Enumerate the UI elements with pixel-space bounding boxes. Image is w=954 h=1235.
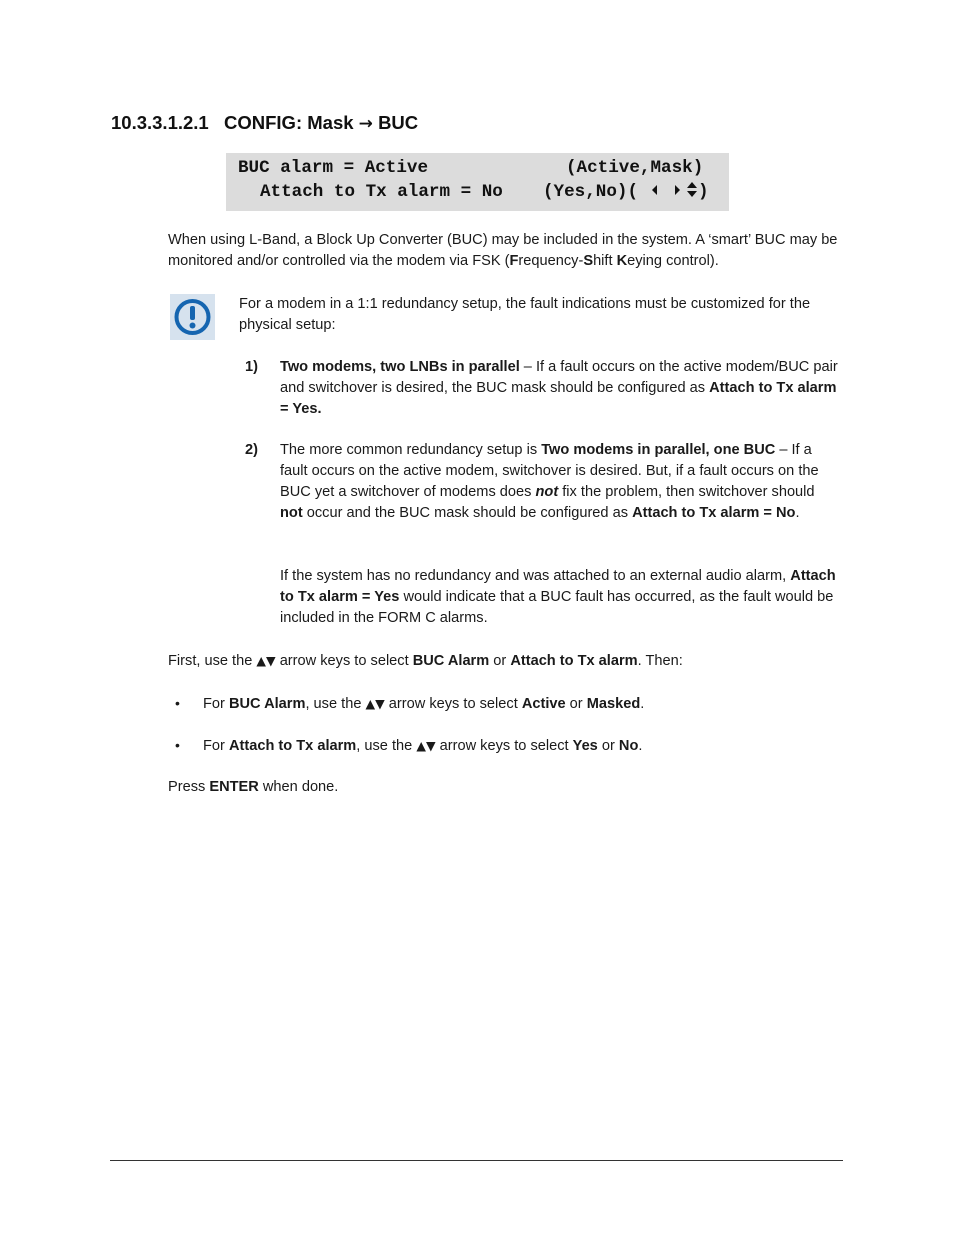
display-line2-right: (Yes,No)( bbox=[543, 182, 639, 202]
section-title-part1: CONFIG: Mask bbox=[224, 112, 354, 133]
right-arrow-icon: → bbox=[358, 114, 373, 134]
intro-paragraph: When using L-Band, a Block Up Converter (BUC) may be included in the system. A ‘smart’ BUC may be monitored and/or controlled via the modem via FSK (Frequency-Shift Keying control). bbox=[168, 232, 838, 269]
item-text-1: Two modems, two LNBs in parallel – If a fault occurs on the active modem/BUC pair and switchover is desired, the BUC mask should be configured as Attach to Tx alarm = Yes. bbox=[280, 359, 838, 417]
section-heading bbox=[111, 112, 418, 134]
item-text-2b: If the system has no redundancy and was attached to an external audio alarm, Attach to Tx alarm = Yes would indicate that a BUC fault has occurred, as the fault would be included in the FORM C alarms. bbox=[280, 568, 836, 626]
instruction-paragraph: First, use the ▲▼ arrow keys to select BUC Alarm or Attach to Tx alarm. Then: bbox=[168, 653, 683, 669]
item-number-1: 1) bbox=[245, 359, 258, 375]
item-number-2: 2) bbox=[245, 442, 258, 458]
display-line1-left: BUC alarm = Active bbox=[238, 158, 429, 178]
bullet-mark: • bbox=[175, 695, 180, 711]
left-arrow-icon bbox=[652, 185, 657, 195]
important-notice-icon bbox=[170, 294, 215, 340]
item-text-2: The more common redundancy setup is Two modems in parallel, one BUC – If a fault occurs on the active modem, switchover is desired. But, if a fault occurs on the BUC yet a switchover of modems does not fix the problem, then switchover should not occur and the BUC mask should be configured as Attach to Tx alarm = No. bbox=[280, 442, 819, 521]
up-down-arrow-keys-icon: ▲▼ bbox=[256, 653, 276, 668]
section-number: 10.3.3.1.2.1 bbox=[111, 112, 209, 133]
up-down-arrow-keys-icon: ▲▼ bbox=[365, 696, 385, 711]
bullet-item-1: For BUC Alarm, use the ▲▼ arrow keys to select Active or Masked. bbox=[203, 696, 645, 712]
right-arrow-icon bbox=[675, 185, 680, 195]
front-panel-display bbox=[226, 153, 729, 211]
footer-divider bbox=[110, 1160, 843, 1161]
display-line2-left: Attach to Tx alarm = No bbox=[260, 182, 503, 202]
section-title-part2: BUC bbox=[378, 112, 419, 133]
up-arrow-icon bbox=[687, 182, 697, 188]
down-arrow-icon bbox=[687, 191, 697, 197]
up-down-arrow-keys-icon: ▲▼ bbox=[416, 738, 436, 753]
display-line1-right: (Active,Mask) bbox=[566, 158, 704, 178]
bullet-item-2: For Attach to Tx alarm, use the ▲▼ arrow keys to select Yes or No. bbox=[203, 738, 643, 754]
press-enter-paragraph: Press ENTER when done. bbox=[168, 779, 339, 795]
navigation-keys-icon bbox=[646, 179, 698, 201]
note-text: For a modem in a 1:1 redundancy setup, the fault indications must be customized for the physical setup: bbox=[239, 296, 811, 333]
display-line2-close: ) bbox=[698, 182, 709, 202]
bullet-mark: • bbox=[175, 737, 180, 753]
